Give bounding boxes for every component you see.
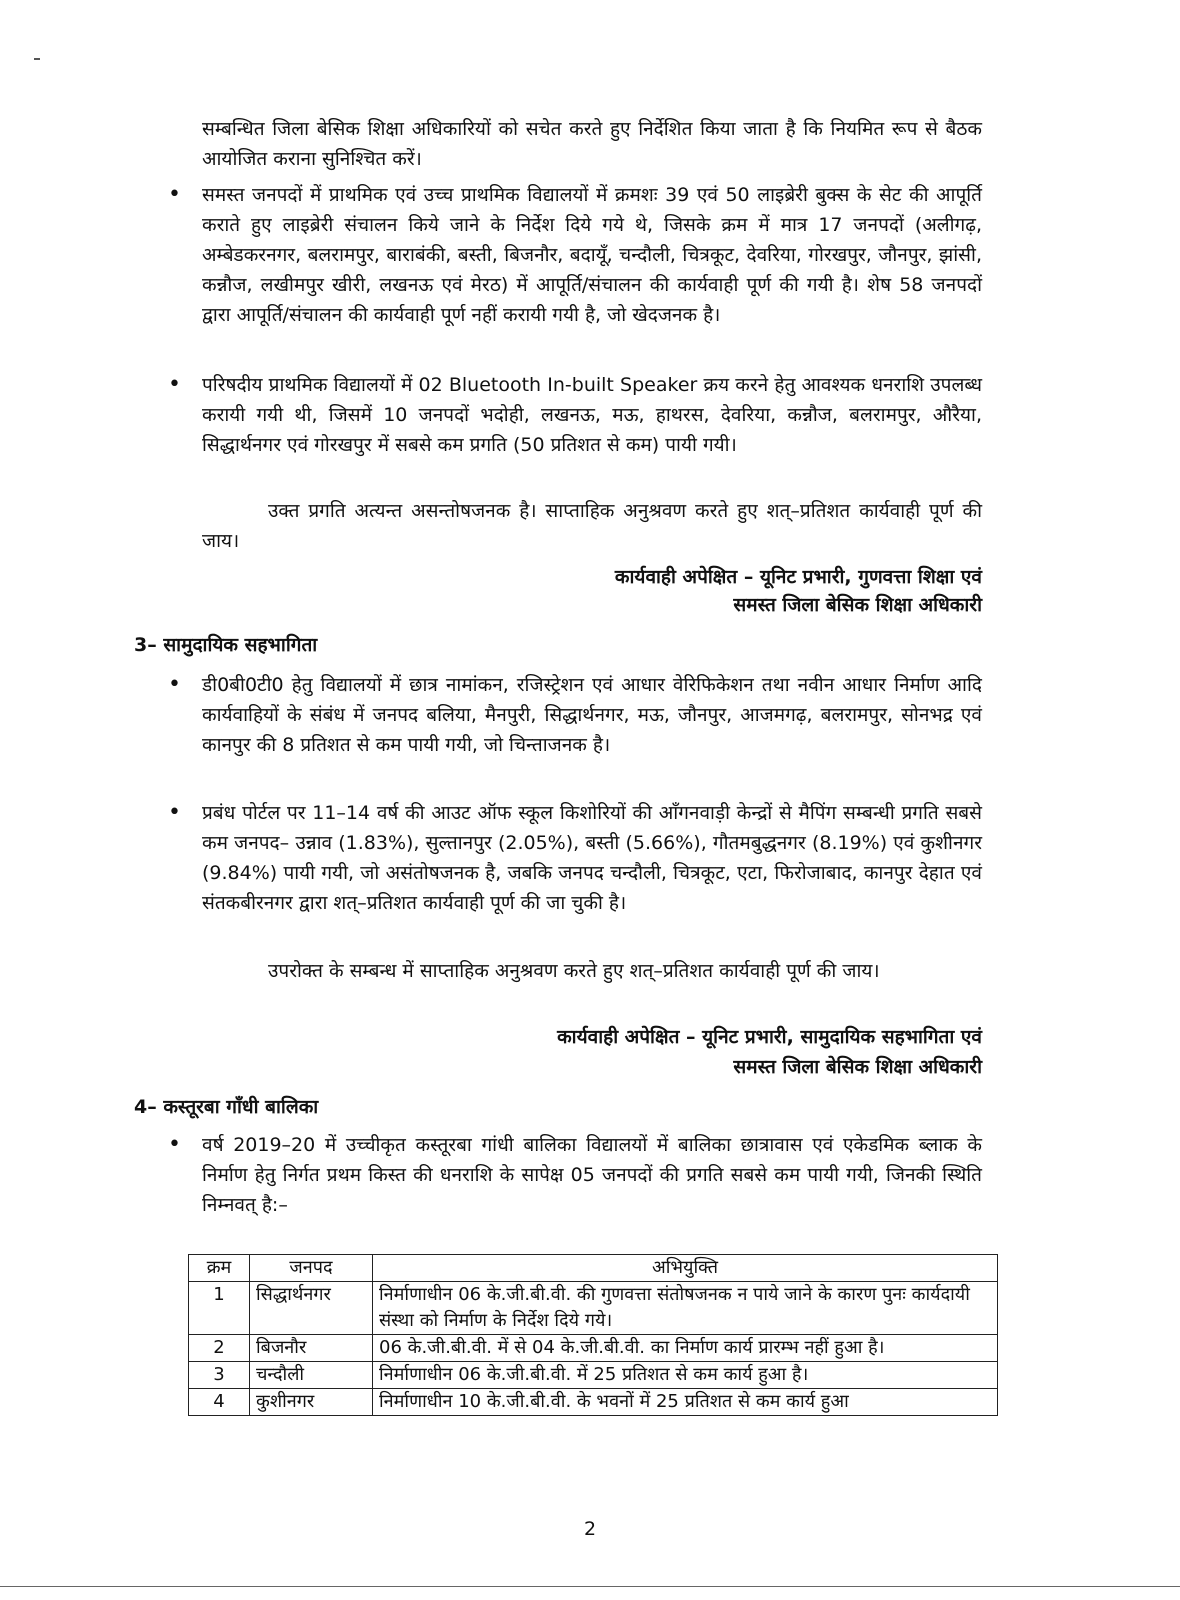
section2-action-line2: समस्त जिला बेसिक शिक्षा अधिकारी — [733, 594, 982, 616]
bullet-icon: • — [168, 182, 181, 207]
column-header-remarks: अभियुक्ति — [373, 1255, 998, 1282]
section3-action-line1: कार्यवाही अपेक्षित – यूनिट प्रभारी, सामुदायिक सहभागिता एवं — [557, 1026, 982, 1048]
bullet-icon: • — [168, 800, 181, 825]
page-number: 2 — [583, 1518, 597, 1540]
table-row — [189, 1282, 998, 1335]
cell-district: बिजनौर — [250, 1335, 373, 1362]
kgbv-status-table — [188, 1254, 998, 1416]
cell-serial: 4 — [189, 1389, 250, 1416]
cell-remarks: निर्माणाधीन 10 के.जी.बी.वी. के भवनों में 25 प्रतिशत से कम कार्य हुआ — [373, 1389, 998, 1416]
column-header-district: जनपद — [250, 1255, 373, 1282]
cell-district: सिद्धार्थनगर — [250, 1282, 373, 1335]
out-of-school-mapping-paragraph: प्रबंध पोर्टल पर 11–14 वर्ष की आउट ऑफ स्कूल किशोरियों की आँगनवाड़ी केन्द्रों से मैपिंग सम्बन्धी प्रगति सबसे कम जनपद– उन्नाव (1.83%), सुल्तानपुर (2.05%), बस्ती (5.66%), गौतमबुद्धनगर (8.19%) एवं कुशीनगर (9.84%) पायी गयी, जो असंतोषजनक है, जबकि जनपद चन्दौली, चित्रकूट, एटा, फिरोजाबाद, कानपुर देहात एवं संतकबीरनगर द्वारा शत्–प्रतिशत कार्यवाही पूर्ण की जा चुकी है। — [202, 802, 982, 914]
kgbv-paragraph: वर्ष 2019–20 में उच्चीकृत कस्तूरबा गांधी बालिका विद्यालयों में बालिका छात्रावास एवं एकेडमिक ब्लाक के निर्माण हेतु निर्गत प्रथम किस्त की धनराशि के सापेक्ष 05 जनपदों की प्रगति सबसे कम पायी गयी, जिनकी स्थिति निम्नवत् है:– — [202, 1134, 982, 1216]
table-row — [189, 1389, 998, 1416]
scan-mark — [34, 58, 40, 60]
intro-paragraph: सम्बन्धित जिला बेसिक शिक्षा अधिकारियों को सचेत करते हुए निर्देशित किया जाता है कि नियमित रूप से बैठक आयोजित कराना सुनिश्चित करें। — [202, 118, 982, 170]
cell-serial: 2 — [189, 1335, 250, 1362]
table-row — [189, 1335, 998, 1362]
table-header-row — [189, 1255, 998, 1282]
cell-remarks: निर्माणाधीन 06 के.जी.बी.वी. में 25 प्रतिशत से कम कार्य हुआ है। — [373, 1362, 998, 1389]
cell-serial: 1 — [189, 1282, 250, 1335]
section2-action-line1: कार्यवाही अपेक्षित – यूनिट प्रभारी, गुणवत्ता शिक्षा एवं — [614, 566, 982, 588]
section3-closing: उपरोक्त के सम्बन्ध में साप्ताहिक अनुश्रवण करते हुए शत्–प्रतिशत कार्यवाही पूर्ण की जाय। — [268, 960, 880, 982]
cell-remarks: 06 के.जी.बी.वी. में से 04 के.जी.बी.वी. का निर्माण कार्य प्रारम्भ नहीं हुआ है। — [373, 1335, 998, 1362]
cell-district: कुशीनगर — [250, 1389, 373, 1416]
bluetooth-speaker-paragraph: परिषदीय प्राथमिक विद्यालयों में 02 Bluetooth In-built Speaker क्रय करने हेतु आवश्यक धनराशि उपलब्ध करायी गयी थी, जिसमें 10 जनपदों भदोही, लखनऊ, मऊ, हाथरस, देवरिया, कन्नौज, बलरामपुर, औरैया, सिद्धार्थनगर एवं गोरखपुर में सबसे कम प्रगति (50 प्रतिशत से कम) पायी गयी। — [202, 374, 982, 456]
library-books-paragraph: समस्त जनपदों में प्राथमिक एवं उच्च प्राथमिक विद्यालयों में क्रमशः 39 एवं 50 लाइब्रेरी बुक्स के सेट की आपूर्ति कराते हुए लाइब्रेरी संचालन किये जाने के निर्देश दिये गये थे, जिसके क्रम में मात्र 17 जनपदों (अलीगढ़, अम्बेडकरनगर, बलरामपुर, बाराबंकी, बस्ती, बिजनौर, बदायूँ, चन्दौली, चित्रकूट, देवरिया, गोरखपुर, जौनपुर, झांसी, कन्नौज, लखीमपुर खीरी, लखनऊ एवं मेरठ) में आपूर्ति/संचालन की कार्यवाही पूर्ण की गयी है। शेष 58 जनपदों द्वारा आपूर्ति/संचालन की कार्यवाही पूर्ण नहीं करायी गयी है, जो खेदजनक है। — [202, 184, 982, 326]
bullet-icon: • — [168, 372, 181, 397]
dbt-paragraph: डी0बी0टी0 हेतु विद्यालयों में छात्र नामांकन, रजिस्ट्रेशन एवं आधार वेरिफिकेशन तथा नवीन आधार निर्माण आदि कार्यवाहियों के संबंध में जनपद बलिया, मैनपुरी, सिद्धार्थनगर, मऊ, जौनपुर, आजमगढ़, बलरामपुर, सोनभद्र एवं कानपुर की 8 प्रतिशत से कम पायी गयी, जो चिन्ताजनक है। — [202, 674, 982, 756]
section2-closing: उक्त प्रगति अत्यन्त असन्तोषजनक है। साप्ताहिक अनुश्रवण करते हुए शत्–प्रतिशत कार्यवाही पूर्ण की जाय। — [202, 500, 982, 552]
table-row — [189, 1362, 998, 1389]
cell-serial: 3 — [189, 1362, 250, 1389]
section3-action-line2: समस्त जिला बेसिक शिक्षा अधिकारी — [733, 1056, 982, 1078]
bullet-icon: • — [168, 1132, 181, 1157]
cell-remarks: निर्माणाधीन 06 के.जी.बी.वी. की गुणवत्ता संतोषजनक न पाये जाने के कारण पुनः कार्यदायी संस्था को निर्माण के निर्देश दिये गये। — [373, 1282, 998, 1335]
column-header-serial: क्रम — [189, 1255, 250, 1282]
bottom-rule — [0, 1586, 1180, 1587]
cell-district: चन्दौली — [250, 1362, 373, 1389]
bullet-icon: • — [168, 672, 181, 697]
section4-heading: 4– कस्तूरबा गाँधी बालिका — [134, 1096, 319, 1118]
section3-heading: 3– सामुदायिक सहभागिता — [134, 634, 318, 656]
